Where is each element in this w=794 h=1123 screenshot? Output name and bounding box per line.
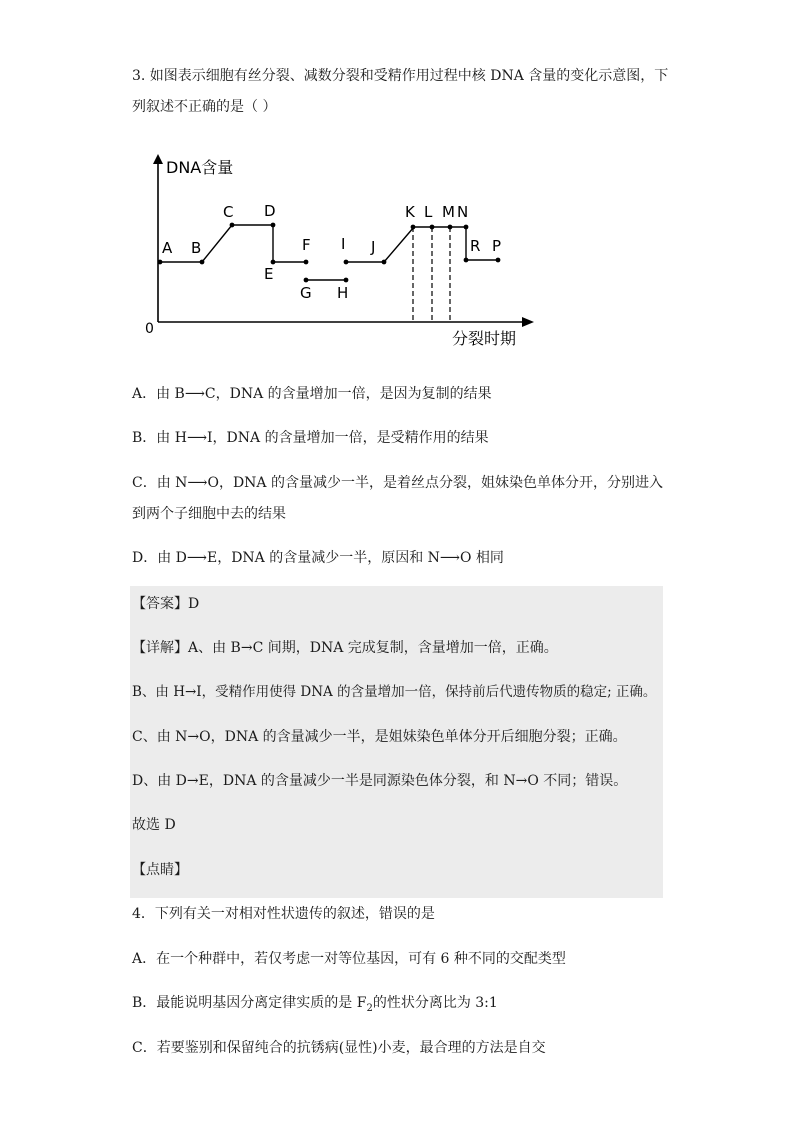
q3-stem-line1: 3. 如图表示细胞有丝分裂、减数分裂和受精作用过程中核 DNA 含量的变化示意图，下 (132, 68, 669, 84)
q3-option-b: B．由 H⟶I，DNA 的含量增加一倍，是受精作用的结果 (132, 430, 489, 446)
point-a (158, 260, 163, 265)
point-m (448, 225, 453, 230)
point-n (464, 225, 469, 230)
y-axis-arrow (153, 154, 163, 164)
label-m: M (442, 203, 455, 221)
q3-detail-line4: D、由 D→E，DNA 的含量减少一半是同源染色体分裂，和 N→O 不同；错误。 (132, 773, 628, 789)
point-i (344, 260, 349, 265)
y-axis-label: DNA含量 (166, 158, 234, 177)
point-r (464, 258, 469, 263)
label-e: E (264, 265, 274, 283)
point-k (411, 225, 416, 230)
label-l: L (424, 203, 433, 221)
label-i: I (341, 235, 346, 253)
dna-curve (160, 225, 498, 280)
q3-option-d: D．由 D⟶E，DNA 的含量减少一半，原因和 N⟶O 相同 (132, 550, 504, 566)
q4-option-b-pre: B．最能说明基因分离定律实质的是 F (132, 995, 367, 1011)
q4-option-b (132, 993, 498, 1013)
point-b (200, 260, 205, 265)
point-h (344, 278, 349, 283)
q3-detail-line3: C、由 N→O，DNA 的含量减少一半，是姐妹染色单体分开后细胞分裂；正确。 (132, 729, 627, 745)
q3-answer: 【答案】D (132, 596, 200, 612)
q3-stem-line2: 列叙述不正确的是（ ） (132, 99, 277, 115)
q3-detail-line1: 【详解】A、由 B→C 间期，DNA 完成复制，含量增加一倍，正确。 (132, 640, 558, 656)
label-c: C (223, 203, 234, 221)
q4-option-b-post: 的性状分离比为 3:1 (372, 995, 498, 1011)
origin-label: 0 (145, 321, 154, 337)
dashed-lines (413, 227, 450, 322)
x-axis-label: 分裂时期 (452, 329, 517, 348)
label-n: N (457, 203, 469, 221)
q4-stem: 4．下列有关一对相对性状遗传的叙述，错误的是 (132, 906, 435, 922)
point-c (230, 223, 235, 228)
label-b: B (191, 239, 202, 257)
dna-content-diagram (140, 150, 540, 350)
point-p (496, 258, 501, 263)
point-e (271, 260, 276, 265)
q3-option-a: A．由 B⟶C，DNA 的含量增加一倍，是因为复制的结果 (132, 386, 492, 402)
point-f (304, 260, 309, 265)
q3-option-c-line2: 到两个子细胞中去的结果 (132, 506, 286, 522)
label-d: D (264, 202, 276, 220)
q4-option-c: C．若要鉴别和保留纯合的抗锈病(显性)小麦，最合理的方法是自交 (132, 1040, 546, 1056)
point-l (430, 225, 435, 230)
label-a: A (162, 239, 173, 257)
q3-tip-heading: 【点睛】 (132, 862, 188, 878)
q3-detail-line2: B、由 H→I，受精作用使得 DNA 的含量增加一倍，保持前后代遗传物质的稳定; 正确。 (132, 684, 657, 700)
label-p: P (492, 237, 502, 255)
q3-option-c-line1: C．由 N⟶O，DNA 的含量减少一半，是着丝点分裂，姐妹染色单体分开，分别进入 (132, 475, 663, 491)
q4-option-b-sub: 2 (366, 1002, 373, 1014)
label-f: F (302, 236, 311, 254)
label-j: J (371, 238, 376, 256)
point-g (304, 278, 309, 283)
q3-detail-conclusion: 故选 D (132, 817, 176, 833)
label-k: K (405, 203, 415, 221)
label-r: R (470, 237, 481, 255)
q4-option-a: A．在一个种群中，若仅考虑一对等位基因，可有 6 种不同的交配类型 (132, 951, 566, 967)
point-d (271, 223, 276, 228)
x-axis-arrow (522, 317, 534, 327)
label-g: G (300, 284, 312, 302)
point-j (382, 260, 387, 265)
label-h: H (337, 284, 349, 302)
